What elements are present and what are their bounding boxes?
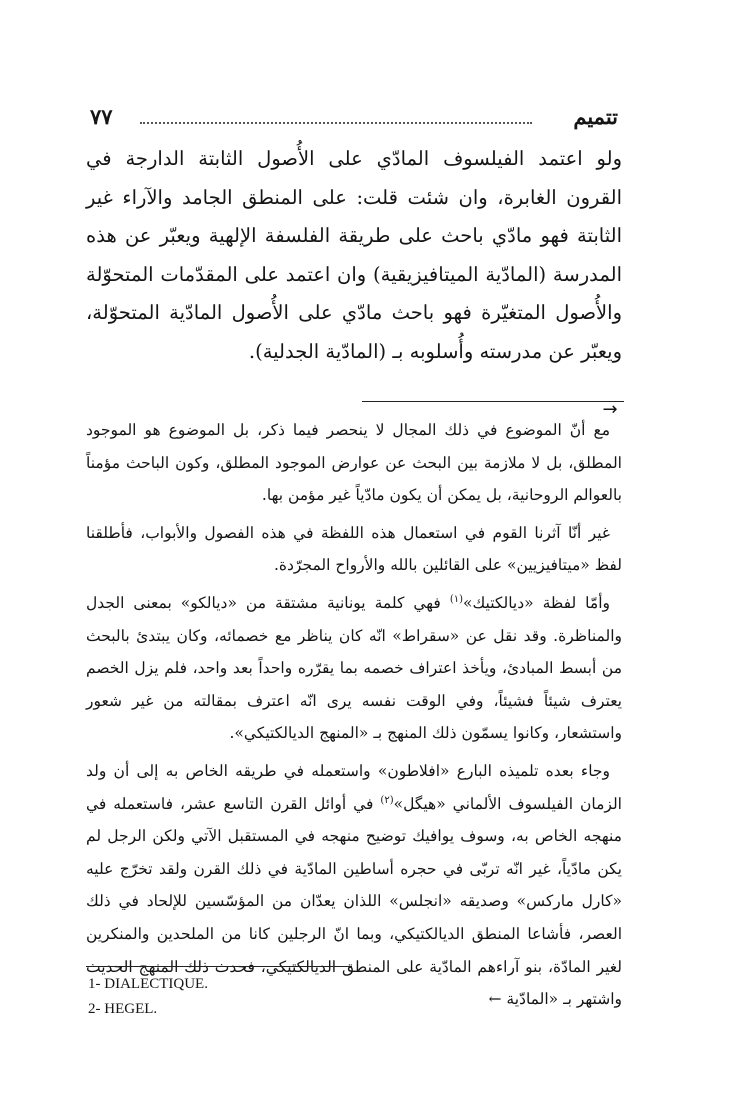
reference-list — [88, 972, 388, 1022]
footnote-text: وأمّا لفظة «ديالكتيك» — [463, 593, 610, 612]
footnote-text: وجاء بعده تلميذه البارع «افلاطون» واستعمله في طريقه الخاص به إلى أن ولد الزمان الفيلسوف الألماني «هيگل» — [86, 761, 622, 813]
footnote-text: فهي كلمة يونانية مشتقة من «ديالكو» بمعنى الجدل والمناظرة. وقد نقل عن «سقراط» انّه كان يناظر مع خصمائه، وكان يبتدئ بالبحث من أبسط المبادئ، ويأخذ اعتراف خصمه بما يقرّره واحداً بعد واحد، فلم يزل الخصم يعترف شيئاً فشيئاً، وفي الوقت نفسه يرى انّه اعترف بمقالته من غير شعور واستشعار، وكانوا يسمّون ذلك المنهج بـ «المنهج الديالكتيكي». — [86, 593, 622, 743]
main-paragraph: ولو اعتمد الفيلسوف المادّي على الأُصول الثابتة الدارجة في القرون الغابرة، وان شئت قلت: على المنطق الجامد والآراء غير الثابتة فهو مادّي باحث على طريقة الفلسفة الإلهية ويعبّر عن هذه المدرسة (المادّية الميتافيزيقية) وان اعتمد على المقدّمات المتحوّلة والأُصول المتغيّرة فهو باحث مادّي على الأُصول المادّية المتحوّلة، ويعبّر عن مدرسته وأُسلوبه بـ (المادّية الجدلية). — [86, 147, 622, 363]
footnote-paragraph: مع أنّ الموضوع في ذلك المجال لا ينحصر فيما ذكر، بل الموضوع هو الموجود المطلق، بل لا ملازمة بين البحث عن عوارض الموجود المطلق، وكون الباحث مؤمناً بالعوالم الروحانية، بل يمكن أن يكون مادّياً غير مؤمن بها. — [86, 421, 622, 505]
header-dotted-leader — [140, 122, 532, 124]
footnote-paragraph: غير أنّا آثرنا القوم في استعمال هذه اللفظة في هذه الفصول والأبواب، فأطلقنا لفظ «ميتافيزيين» على القائلين بالله والأرواح المجرّدة. — [86, 523, 622, 575]
page-number: ٧٧ — [90, 104, 113, 129]
running-header — [90, 100, 618, 136]
footnote-ref-marker: (٢) — [380, 794, 394, 806]
chapter-title: تتميم — [573, 104, 618, 129]
continuation-arrow-icon: → — [602, 399, 618, 420]
reference-item: 2- HEGEL. — [88, 1001, 158, 1017]
footnote-text: في أوائل القرن التاسع عشر، فاستعمله في منهجه الخاص به، وسوف يوافيك توضيح منهجه في المستقبل الآتي ولكن الرجل لم يكن مادّياً، غير انّه تربّى في حجره أساطين المادّية في ذلك القرن ولقد تخرّج عليه «كارل ماركس» وصديقه «انجلس» اللذان يعدّان من المؤسّسين للإلحاد في ذلك العصر، فأشاعا المنطق الديالكتيكي، وبما انّ الرجلين كانا من الملحدين والمنكرين لغير المادّة، بنو آراءهم المادّية على المنطق الديالكتيكي، فحدث ذلك المنهج الحديث واشتهر بـ «المادّية ← — [86, 794, 622, 1009]
footnote-ref-marker: (١) — [449, 593, 464, 605]
reference-item: 1- DIALECTIQUE. — [88, 976, 208, 992]
footnote-block — [86, 414, 622, 1016]
footnote-paragraph — [86, 587, 622, 750]
footnote-separator — [362, 401, 624, 402]
reference-separator — [86, 966, 352, 967]
